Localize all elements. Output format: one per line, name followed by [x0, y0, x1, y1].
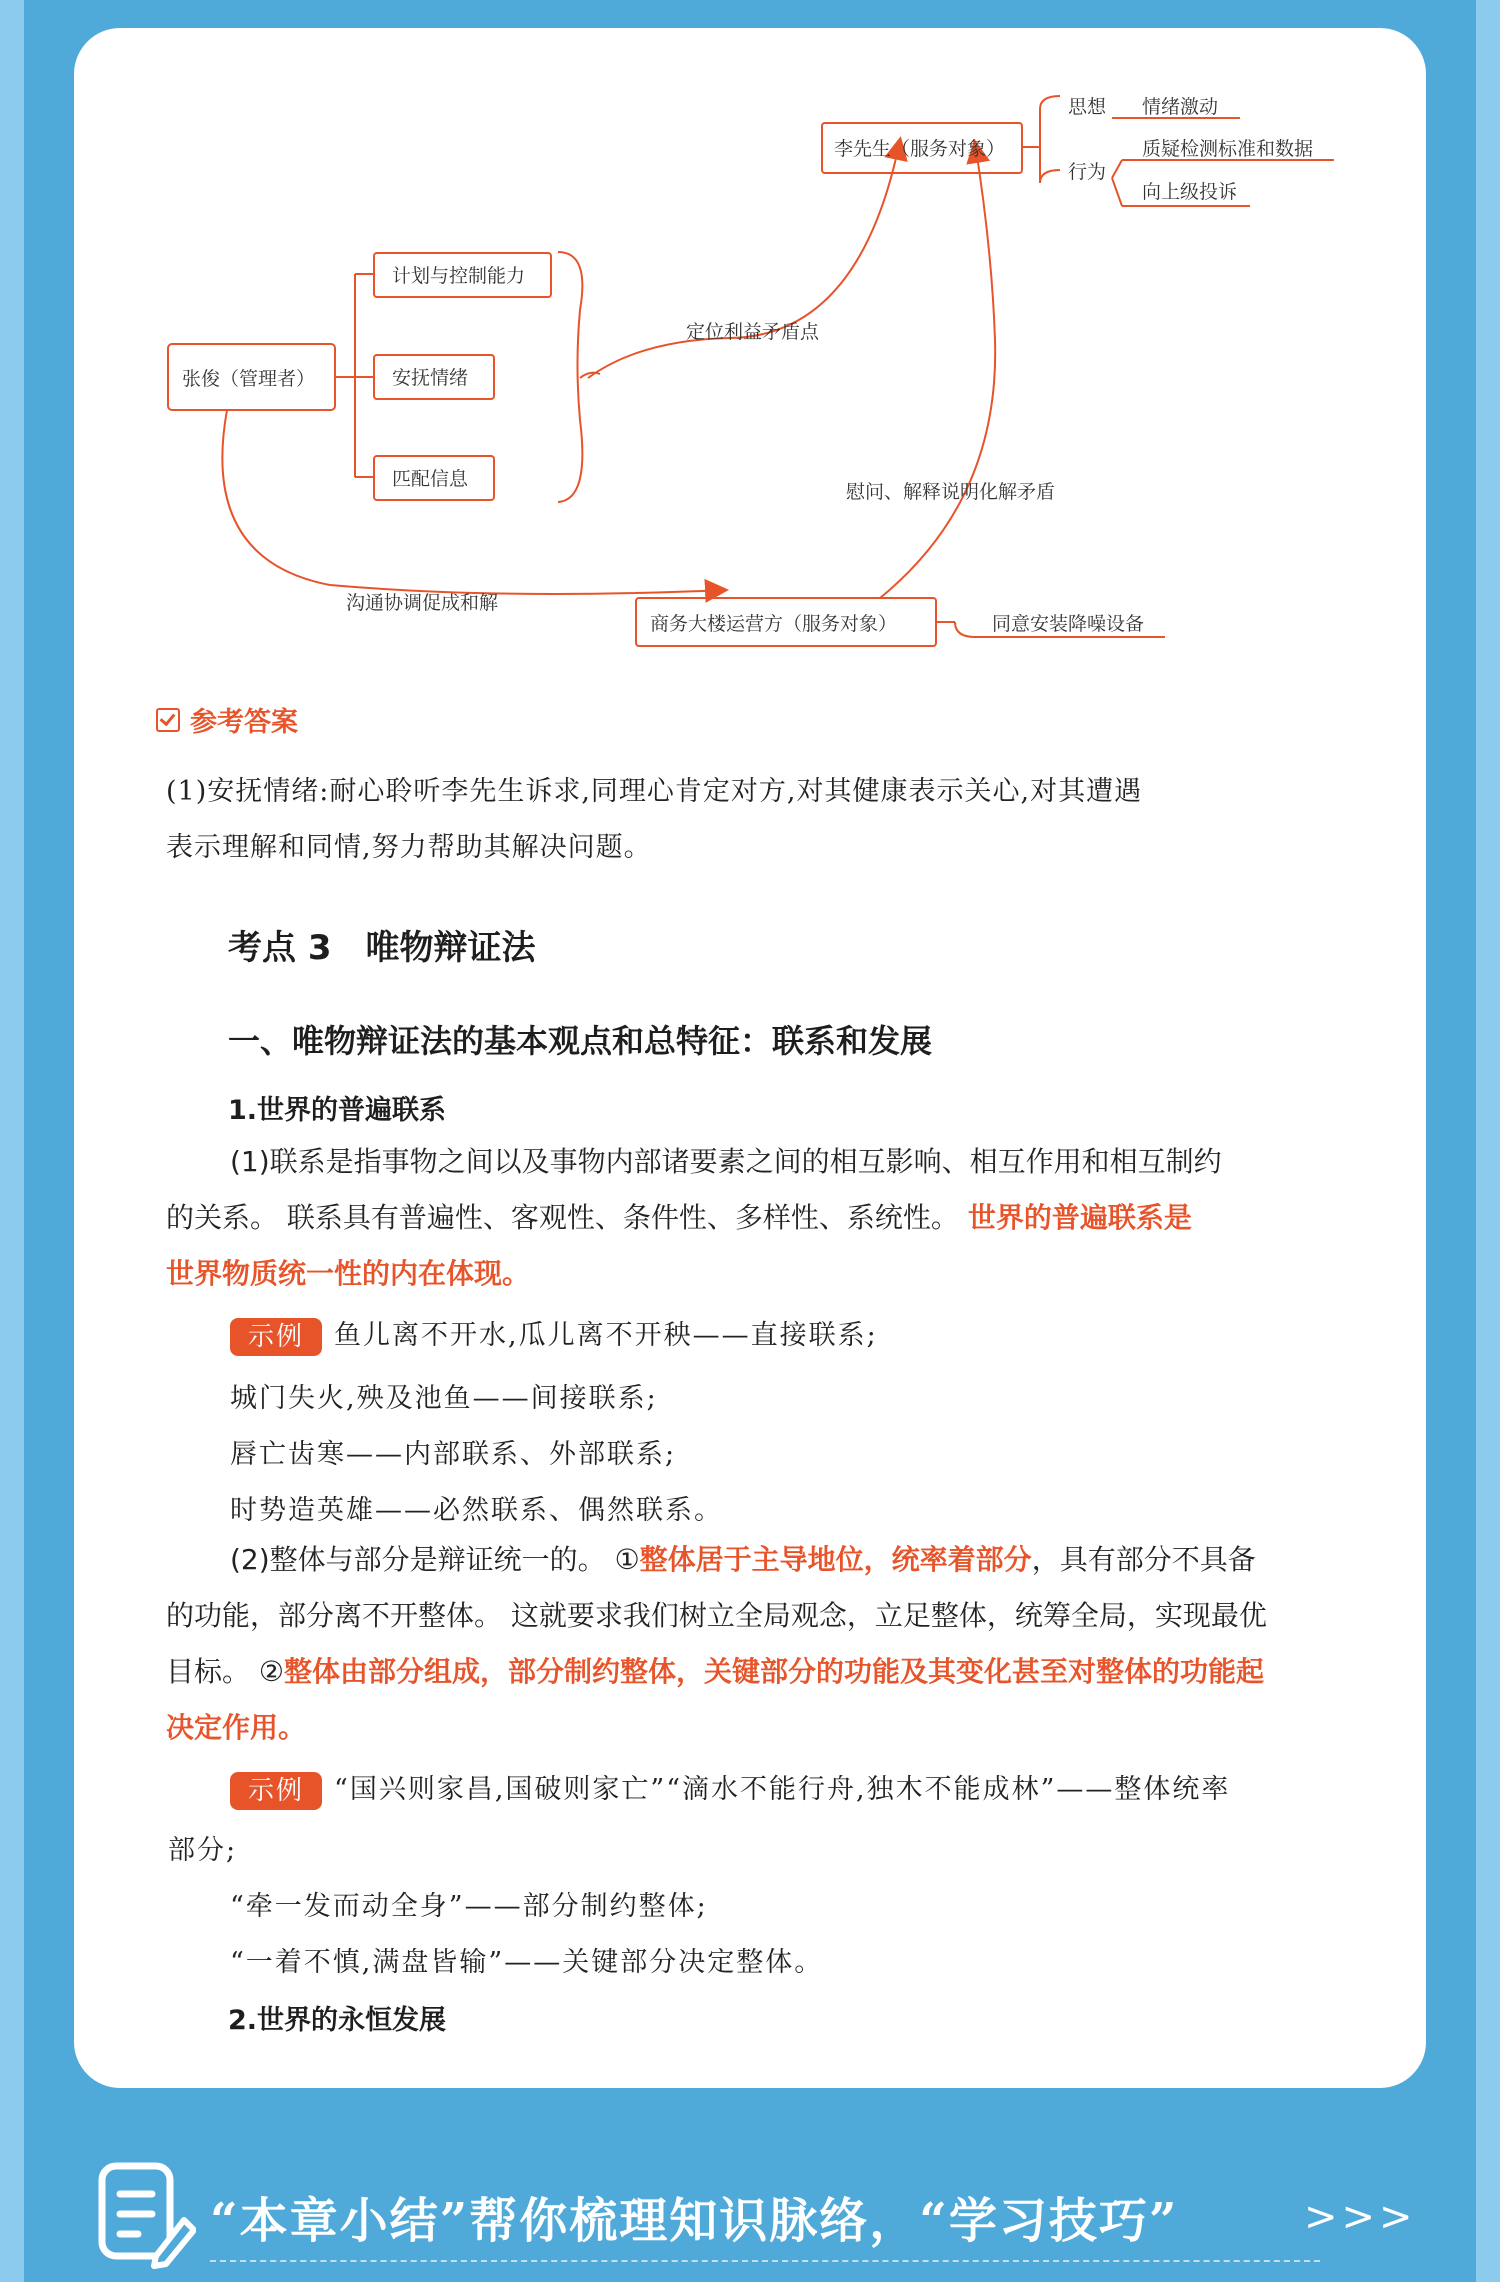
example-1-line-2: 城门失火,殃及池鱼——间接联系; — [230, 1383, 658, 1414]
subheading-universal-connection: 1.世界的普遍联系 — [228, 1095, 447, 1126]
ability-node-label-1: 计划与控制能力 — [392, 265, 526, 287]
checkbox-icon — [156, 708, 180, 732]
connection-line-2-text: 的关系。 联系具有普遍性、客观性、条件性、多样性、系统性。 — [166, 1201, 968, 1234]
behavior-value-1: 质疑检测标准和数据 — [1142, 138, 1314, 160]
behavior-value-2: 向上级投诉 — [1142, 181, 1238, 203]
example-1-line-1 — [230, 1313, 878, 1356]
example-1-line-3: 唇亡齿寒——内部联系、外部联系; — [230, 1439, 677, 1470]
operator-result-label: 同意安装降噪设备 — [992, 613, 1145, 635]
whole-part-line-3 — [166, 1644, 1338, 1700]
paragraph-connection — [166, 1134, 1338, 1302]
whole-part-text-c: ，具有部分不具备 — [1031, 1543, 1256, 1576]
whole-part-highlight-1: 整体居于主导地位，统率着部分 — [639, 1543, 1032, 1576]
example-2-line-1 — [230, 1767, 1230, 1810]
thought-label: 思想 — [1068, 96, 1107, 118]
operator-node-label: 商务大楼运营方（服务对象） — [650, 613, 898, 635]
example-tag-2: 示例 — [230, 1772, 322, 1810]
footer-banner — [0, 2120, 1500, 2282]
footer-next-arrows[interactable]: >>> — [1304, 2194, 1417, 2240]
subheading-eternal-development: 2.世界的永恒发展 — [228, 2005, 447, 2036]
connection-line-1: (1)联系是指事物之间以及事物内部诸要素之间的相互影响、相互作用和相互制约 — [230, 1145, 1222, 1178]
footer-text: “本章小结”帮你梳理知识脉络，“学习技巧” — [210, 2193, 1179, 2249]
connection-line-2 — [166, 1190, 1338, 1246]
whole-part-line-2: 的功能，部分离不开整体。 这就要求我们树立全局观念，立足整体，统筹全局，实现最优 — [166, 1599, 1267, 1632]
thought-value: 情绪激动 — [1142, 96, 1219, 118]
reference-answer-header — [156, 700, 298, 739]
whole-part-line-1 — [166, 1532, 1338, 1588]
ability-node-label-3: 匹配信息 — [392, 468, 469, 490]
reference-answer-line-2: 表示理解和同情,努力帮助其解决问题。 — [166, 832, 652, 863]
manager-node-label: 张俊（管理者） — [182, 368, 316, 390]
ability-node-label-2: 安抚情绪 — [392, 367, 469, 389]
connection-highlight-1: 世界的普遍联系是 — [967, 1201, 1192, 1234]
example-1-line-4: 时势造英雄——必然联系、偶然联系。 — [230, 1495, 723, 1526]
behavior-label: 行为 — [1068, 161, 1107, 183]
mind-map-diagram — [0, 0, 1500, 680]
whole-part-text-3a: 目标。 ② — [166, 1655, 285, 1688]
client-li-node-label: 李先生（服务对象） — [834, 138, 1006, 160]
example-2-line-1b: 部分; — [168, 1835, 238, 1866]
example-2-line-3: “一着不慎,满盘皆输”——关键部分决定整体。 — [230, 1947, 824, 1978]
example-2-text-1: “国兴则家昌,国破则家亡”“滴水不能行舟,独木不能成林”——整体统率 — [334, 1774, 1231, 1805]
whole-part-text-a: (2)整体与部分是辩证统一的。 ① — [230, 1543, 640, 1576]
notes-pen-icon — [96, 2160, 196, 2270]
reference-answer-line-1: (1)安抚情绪:耐心聆听李先生诉求,同理心肯定对方,对其健康表示关心,对其遭遇 — [166, 776, 1143, 807]
positioning-edge-label: 定位利益矛盾点 — [686, 321, 820, 343]
connection-highlight-2: 世界物质统一性的内在体现。 — [166, 1257, 531, 1290]
comfort-edge-label: 慰问、解释说明化解矛盾 — [846, 481, 1056, 503]
communication-edge-label: 沟通协调促成和解 — [346, 592, 499, 614]
whole-part-highlight-3: 决定作用。 — [166, 1711, 307, 1744]
whole-part-highlight-2: 整体由部分组成，部分制约整体，关键部分的功能及其变化甚至对整体的功能起 — [284, 1655, 1265, 1688]
paragraph-whole-part — [166, 1532, 1338, 1756]
example-tag-1: 示例 — [230, 1318, 322, 1356]
reference-answer-body — [166, 764, 1338, 876]
example-1-text-1: 鱼儿离不开水,瓜儿离不开秧——直接联系; — [334, 1320, 878, 1351]
reference-answer-title: 参考答案 — [190, 707, 298, 738]
section-heading: 一、唯物辩证法的基本观点和总特征：联系和发展 — [228, 1022, 933, 1060]
footer-dashed-line — [210, 2260, 1320, 2262]
kaodian-heading: 考点 3 唯物辩证法 — [228, 928, 536, 968]
example-2-line-2: “牵一发而动全身”——部分制约整体; — [230, 1891, 708, 1922]
